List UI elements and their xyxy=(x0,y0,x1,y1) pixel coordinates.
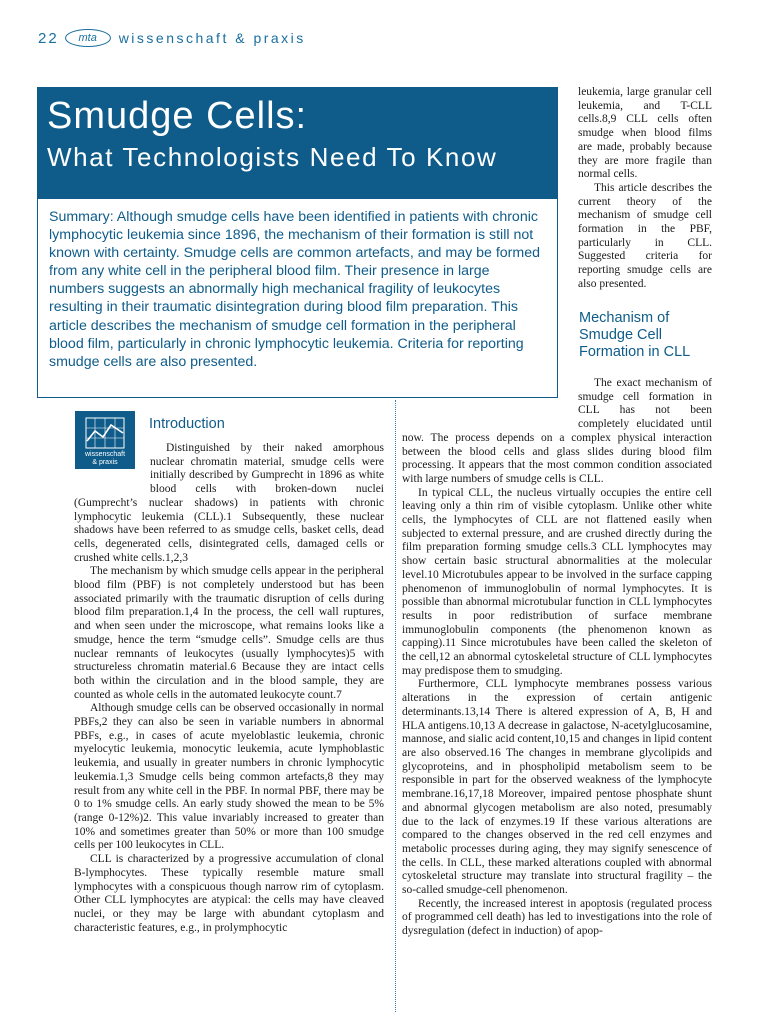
page-header xyxy=(38,26,306,50)
mechanism-paragraph-4: Recently, the increased interest in apoptosis (regulated process of programmed cell death) has led to investigations into the role of dysregulation (defect in induction) of apop- xyxy=(402,897,712,938)
intro-paragraph-1: Distinguished by their naked amorphous nuclear chromatin material, smudge cells were initially described by Gumprecht in 1896 as white blood cells with broken-down nuclei (Gumprecht’s nuclear shadows) in patients with chronic lymphocytic leukemia (CLL).1 Subsequently, these nuclear shadows have been referred to as smudge cells, basket cells, dead cells, degenerated cells, disintegrated cells, damaged cells or crushed white cells.1,2,3 xyxy=(74,442,384,564)
mechanism-paragraph-1: The exact mechanism of smudge cell formation in CLL has not been completely elucidated until now. The process depends on a complex physical interaction between the blood cells and glass slides during blood film processing. It appears that the most common condition associated with large numbers of smudge cells is CLL. xyxy=(402,377,712,485)
right-column xyxy=(402,377,712,939)
page-number: 22 xyxy=(38,29,59,47)
introduction-heading: Introduction xyxy=(149,416,225,432)
journal-logo: mta xyxy=(65,29,111,47)
title-banner xyxy=(37,87,558,199)
mechanism-heading: Mechanism of Smudge Cell Formation in CLL xyxy=(579,310,691,360)
logo-box-line1: wissenschaft xyxy=(84,451,126,458)
journal-name: wissenschaft & praxis xyxy=(118,30,306,46)
left-column xyxy=(74,442,384,935)
right-top-column xyxy=(578,86,712,292)
logo-box-line2: & praxis xyxy=(92,459,118,466)
mechanism-paragraph-3: Furthermore, CLL lymphocyte membranes possess various alterations in the expression of certain antigenic determinants.13,14 There is altered expression of A, B, H and HLA antigens.10,13 A decrease in galactose, N-acetylglucosamine, mannose, and sialic acid content,10,15 and changes in lipid content are also observed.16 The changes in membrane glycolipids and glycoproteins, and in phospholipid metabolism seem to be responsible in part for the observed weakness of the lymphocyte membrane.16,17,18 Moreover, impaired pentose phosphate shunt and abnormal glycogen metabolism are also noted, presumably due to the lack of enzymes.19 If these various alterations are compared to the changes observed in the red cell enzymes and metabolic processes during aging, they may signify senescence of the cells. In CLL, these marked alterations coupled with abnormal cytoskeletal structure may translate into structural fragility – the so-called smudge-cell phenomenon. xyxy=(402,678,712,897)
column-divider xyxy=(395,400,396,1012)
continuation-paragraph: leukemia, large granular cell leukemia, and T-CLL cells.8,9 CLL cells often smudge when blood films are made, probably because they are more fragile than normal cells. xyxy=(578,86,712,181)
article-subtitle: What Technologists Need To Know xyxy=(47,142,498,172)
intro-paragraph-3: Although smudge cells can be observed occasionally in normal PBFs,2 they can also be seen in variable numbers in abnormal PBFs, e.g., in cases of acute myeloblastic leukemia, chronic myelocytic leukemia, monocytic leukemia, acute lymphoblastic leukemia, and usually in greater numbers in chronic lymphocytic leukemia.1,3 Smudge cells being common artefacts,8 they may result from any white cell in the PBF. In normal PBF, there may be 0 to 1% smudge cells. An early study showed the mean to be 5% (range 0-12%)2. This value invariably increased to greater than 10% and sometimes greater than 50% or more than 100 smudge cells per 100 leukocytes in CLL. xyxy=(74,702,384,852)
intro-paragraph-2: The mechanism by which smudge cells appear in the peripheral blood film (PBF) is not completely understood but has been associated primarily with the traumatic disruption of cells during blood film preparation.1,4 In the process, the cell wall ruptures, and when seen under the microscope, what remains looks like a smudge, hence the term “smudge cells”. Smudge cells are thus nuclear remnants of leukocytes (usually lymphocytes)5 with structureless chromatin material.6 Because they are intact cells both within the circulation and in the blood sample, they are counted as whole cells in the automated leukocyte count.7 xyxy=(74,565,384,701)
intro-paragraph-4: CLL is characterized by a progressive accumulation of clonal B-lymphocytes. These typically resemble mature small lymphocytes with a conspicuous though narrow rim of cytoplasm. Other CLL lymphocytes are atypical: the cells may have cleaved nuclei, or they may be large with abundant cytoplasm and characteristic features, e.g., in prolymphocytic xyxy=(74,853,384,934)
summary-box xyxy=(37,199,558,398)
mechanism-paragraph-2: In typical CLL, the nucleus virtually occupies the entire cell leaving only a thin rim of visible cytoplasm. Unlike other white cells, the lymphocytes of CLL are not flattened easily when subjected to external pressure, and are crushed directly during the film preparation forming smudge cells.3 CLL lymphocytes may show certain basic structural abnormalities at the molecular level.10 Microtubules appear to be involved in the surface capping phenomenon of immunoglobulin of normal lymphocytes. It is possible than abnormal microtubular function in CLL lymphocytes results in poor redistribution of surface membrane immunoglobulin components (the phenomenon known as capping).11 Since microtubules have been called the skeleton of the cell,12 an abnormal cytoskeletal structure of CLL lymphocytes may predispose them to smudging. xyxy=(402,486,712,677)
article-aim-paragraph: This article describes the current theory of the mechanism of smudge cell formation in the PBF, particularly in CLL. Suggested criteria for reporting smudge cells are also presented. xyxy=(578,181,712,290)
article-title: Smudge Cells: xyxy=(47,95,308,137)
summary-text: Summary: Although smudge cells have been identified in patients with chronic lymphocytic leukemia since 1896, the mechanism of their formation is still not known with certainty. Smudge cells are common artefacts, and may be formed from any white cell in the peripheral blood film. Their presence in large numbers suggests an abnormally high mechanical fragility of leukocytes resulting in their traumatic disintegration during blood film preparation. This article describes the mechanism of smudge cell formation in the peripheral blood film, particularly in chronic lymphocytic leukemia. Criteria for reporting smudge cells are also presented. xyxy=(49,209,540,370)
